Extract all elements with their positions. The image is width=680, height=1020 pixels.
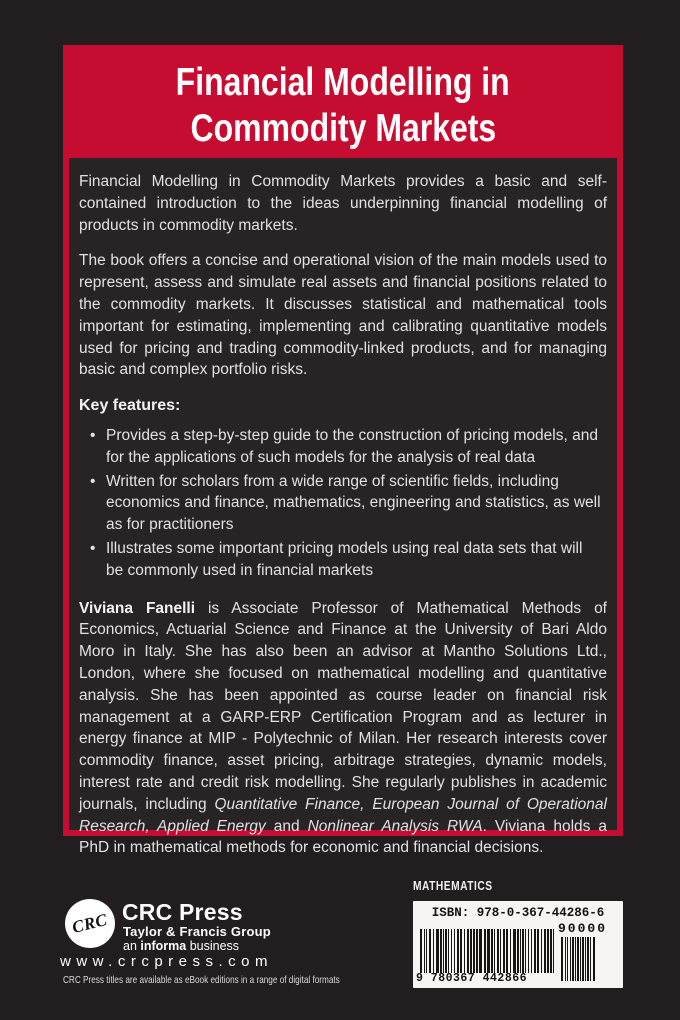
- author-name: Viviana Fanelli: [79, 599, 196, 617]
- tagline-text: an: [123, 939, 141, 953]
- crc-logo-text: CRC: [70, 909, 110, 937]
- bullet-icon: •: [90, 426, 96, 444]
- journal-name-italic: Nonlinear Analysis RWA: [307, 817, 483, 835]
- ean-digits: 9 780367 442866: [416, 972, 528, 985]
- publisher-name: CRC Press: [122, 899, 243, 925]
- description-paragraph: The book offers a concise and operational vision of the main models used to represent, assess and simulate real assets and financial positions related to the commodity markets. It discusses statistical and mathematical tools important for estimating, implementing and calibrating quantitative models used for pricing and trading commodity-linked products, and for managing basic and complex portfolio risks.: [79, 252, 607, 379]
- feature-text: Written for scholars from a wide range of scientific fields, including economics and finance, mathematics, engineering and statistics, as well as for practitioners: [106, 472, 601, 534]
- feature-item: [79, 538, 607, 582]
- author-bio: [79, 598, 607, 860]
- publisher-tagline: [123, 939, 239, 953]
- bullet-icon: •: [90, 472, 96, 490]
- bio-text: is Associate Professor of Mathematical Methods of Economics, Actuarial Science and Finance at the University of Bari Aldo Moro in Italy. She has also been an advisor at Mantho Solutions Ltd., London, where she focused on mathematical modelling and quantitative analysis. She has been appointed as course leader on financial risk management at a GARP-ERP Certification Program and as lecturer in energy finance at MIP - Polytechnic of Milan. Her research interests cover commodity finance, asset pricing, arbitrage strategies, dynamic models, interest rate and credit risk modelling. She regularly publishes in academic journals, including: [79, 599, 607, 813]
- tagline-bold: informa: [140, 939, 187, 953]
- intro-paragraph: Financial Modelling in Commodity Markets provides a basic and self-contained introduction to the ideas underpinning financial modelling of products in commodity markets.: [79, 173, 607, 234]
- red-panel: [63, 45, 623, 857]
- bullet-icon: •: [90, 539, 96, 557]
- feature-item: [79, 471, 607, 536]
- key-features-list: [79, 425, 607, 582]
- ean-barcode-bars: [420, 929, 554, 973]
- blurb-panel: [69, 158, 617, 857]
- supplement-barcode-bars: [561, 937, 613, 981]
- tagline-text: business: [186, 939, 240, 953]
- feature-item: [79, 425, 607, 469]
- book-title-line1: Financial Modelling in: [175, 60, 511, 104]
- journal-names-italic: Quantitative Finance, European Journal of Operational Research, Applied Energy: [79, 795, 607, 835]
- publisher-group: Taylor & Francis Group: [123, 924, 271, 939]
- bio-text: . Viviana holds a PhD in mathematical methods for economic and financial decisions.: [79, 817, 607, 857]
- isbn-barcode: [413, 901, 623, 988]
- title-banner: [63, 45, 623, 158]
- feature-text: Illustrates some important pricing models using real data sets that will be commonly used in financial markets: [106, 539, 583, 579]
- barcode-price-code: 90000: [557, 921, 607, 936]
- bio-text: and: [265, 817, 308, 835]
- subject-category-label: MATHEMATICS: [413, 879, 493, 893]
- publisher-website: www.crcpress.com: [60, 953, 274, 970]
- crc-logo-icon: [65, 899, 115, 948]
- feature-text: Provides a step-by-step guide to the construction of pricing models, and for the applications of such models for the analysis of real data: [106, 426, 598, 466]
- isbn-number: ISBN: 978-0-367-44286-6: [431, 906, 605, 920]
- key-features-heading: Key features:: [79, 397, 181, 415]
- ebook-availability-note: CRC Press titles are available as eBook editions in a range of digital formats: [63, 974, 340, 986]
- book-title-line2: Commodity Markets: [190, 106, 496, 150]
